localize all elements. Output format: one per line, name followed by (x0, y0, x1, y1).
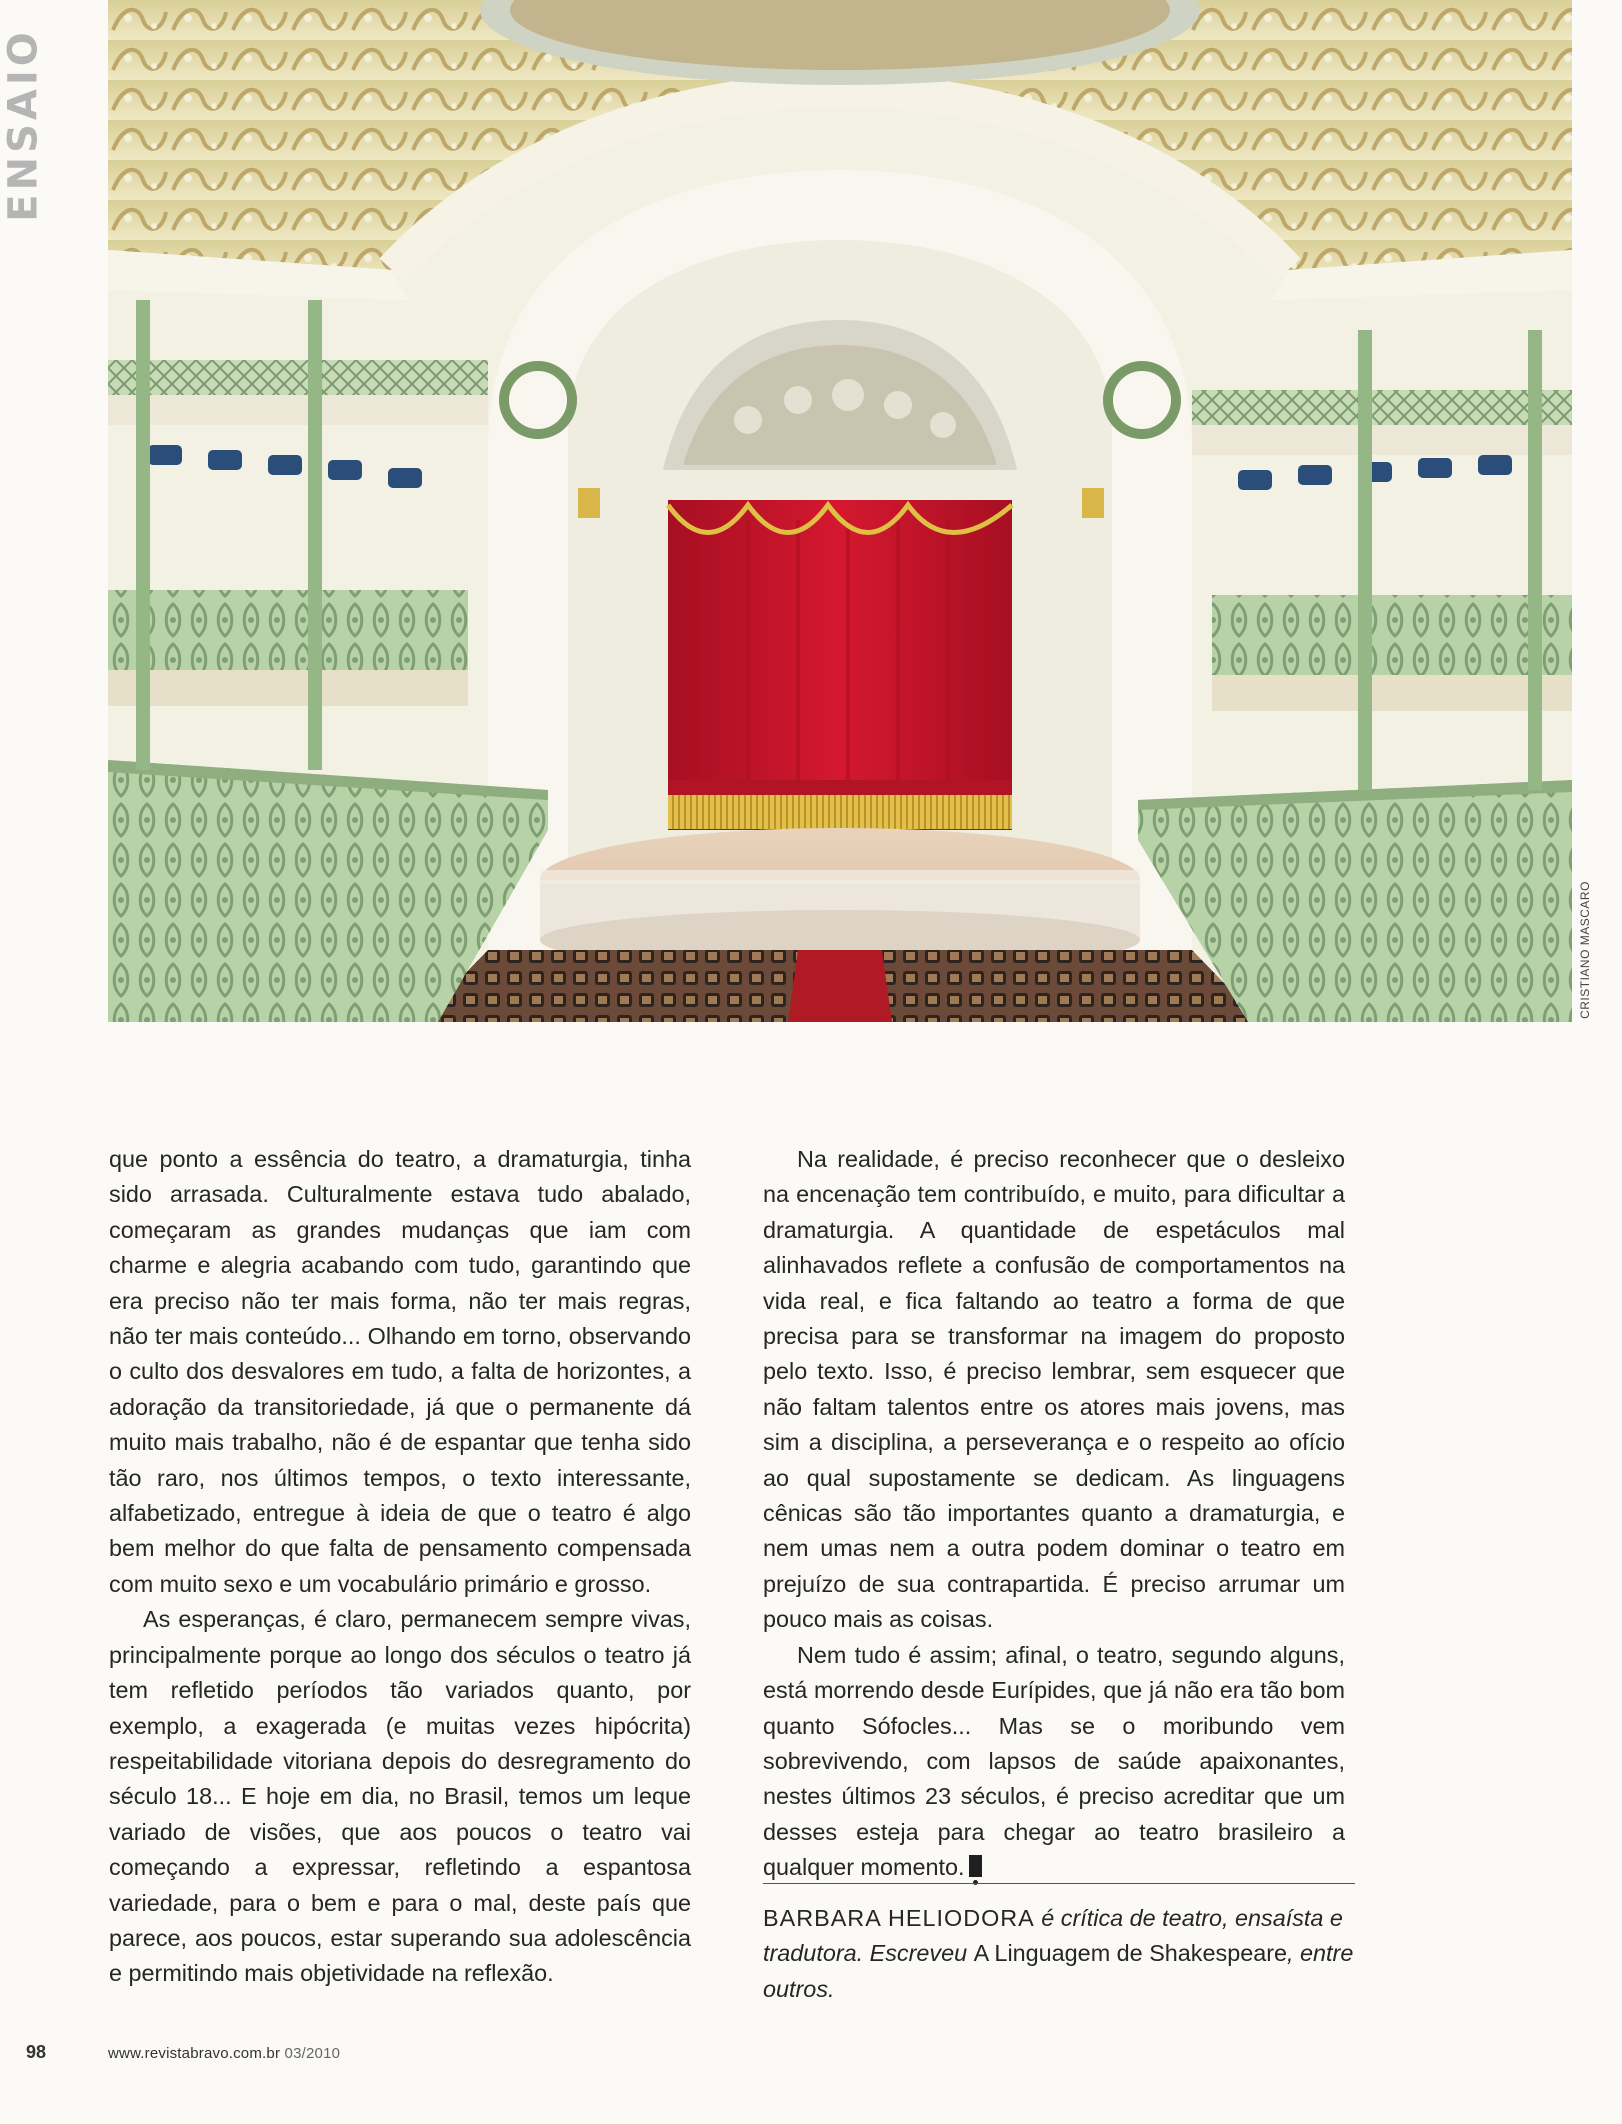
article-paragraph: Na realidade, é preciso reconhecer que o desleixo na encenação tem contribuído, e muito, para dificultar a dramaturgia. A quantidade de espetáculos mal alinhavados reflete a confusão de comportamentos na vida real, e fica faltando ao teatro a forma de que precisa para se transformar na imagem do proposto pelo texto. Isso, é preciso lembrar, sem esquecer que não faltam talentos entre os atores mais jovens, mas sim a disciplina, a perseverança e o respeito ao ofício ao qual supostamente se dedicam. As linguagens cênicas são tão importantes quanto a dramaturgia, e nem umas nem a outra podem dominar o teatro em prejuízo de sua contrapartida. É preciso arrumar um pouco mais as coisas. (763, 1146, 1345, 1633)
section-label (2, 30, 46, 220)
author-bio (763, 1901, 1363, 2007)
page-number: 98 (26, 2042, 47, 2062)
photo-credit-text: CRISTIANO MASCARO (1578, 881, 1593, 1019)
bio-divider (763, 1883, 1355, 1884)
bio-text-end: , entre outros. (763, 1940, 1354, 2002)
article-paragraph: que ponto a essência do teatro, a dramaturgia, tinha sido arrasada. Culturalmente estava tudo abalado, começaram as grandes mudanças que iam com charme e alegria acabando com tudo, garantindo que era preciso não ter mais forma, não ter mais regras, não ter mais conteúdo... Olhando em torno, observando o culto dos desvalores em tudo, a falta de horizontes, a adoração da transitoriedade, já que o permanente dá muito mais trabalho, não é de espantar que tenha sido tão raro, nos últimos tempos, o texto interessante, alfabetizado, entregue à ideia de que o teatro é algo bem melhor do que falta de pensamento compensada com muito sexo e um vocabulário primário e grosso. (109, 1146, 691, 1597)
photo-credit (1572, 860, 1598, 1040)
bio-text: é crítica de teatro, ensaísta e tradutora. Escreveu (763, 1905, 1343, 1967)
article-paragraph: As esperanças, é claro, permanecem sempre vivas, principalmente porque ao longo dos séculos o teatro já tem refletido períodos tão variados quanto, por exemplo, a exagerada (e muitas vezes hipócrita) respeitabilidade vitoriana depois do desregramento do século 18... E hoje em dia, no Brasil, temos um leque variado de visões, que aos poucos o teatro vai começando a expressar, refletindo a espantosa variedade, para o bem e para o mal, deste país que parece, aos poucos, estar superando sua adolescência e permitindo mais objetividade na reflexão. (109, 1606, 691, 1987)
issue-date: 03/2010 (284, 2045, 341, 2062)
theatre-photo (108, 0, 1572, 1022)
article-paragraph-last (763, 1638, 1345, 1886)
article-paragraph-text: Nem tudo é assim; afinal, o teatro, segundo alguns, está morrendo desde Eurípides, que já não era tão bom quanto Sófocles... Mas se o moribundo vem sobrevivendo, com lapsos de saúde apaixonantes, nestes últimos 23 séculos, é preciso acreditar que um desses esteja para chegar ao teatro brasileiro a qualquer momento. (763, 1641, 1345, 1881)
website-link[interactable]: www.revistabravo.com.br (108, 2045, 281, 2062)
end-of-article-mark-icon (969, 1855, 982, 1877)
footer-line (108, 2045, 340, 2062)
book-title: A Linguagem de Shakespeare (973, 1940, 1288, 1967)
article-column-right (763, 1142, 1345, 1886)
article-column-left (109, 1142, 691, 1992)
author-name: BARBARA HELIODORA (763, 1905, 1035, 1931)
section-label-text: ENSAIO (1, 28, 48, 222)
